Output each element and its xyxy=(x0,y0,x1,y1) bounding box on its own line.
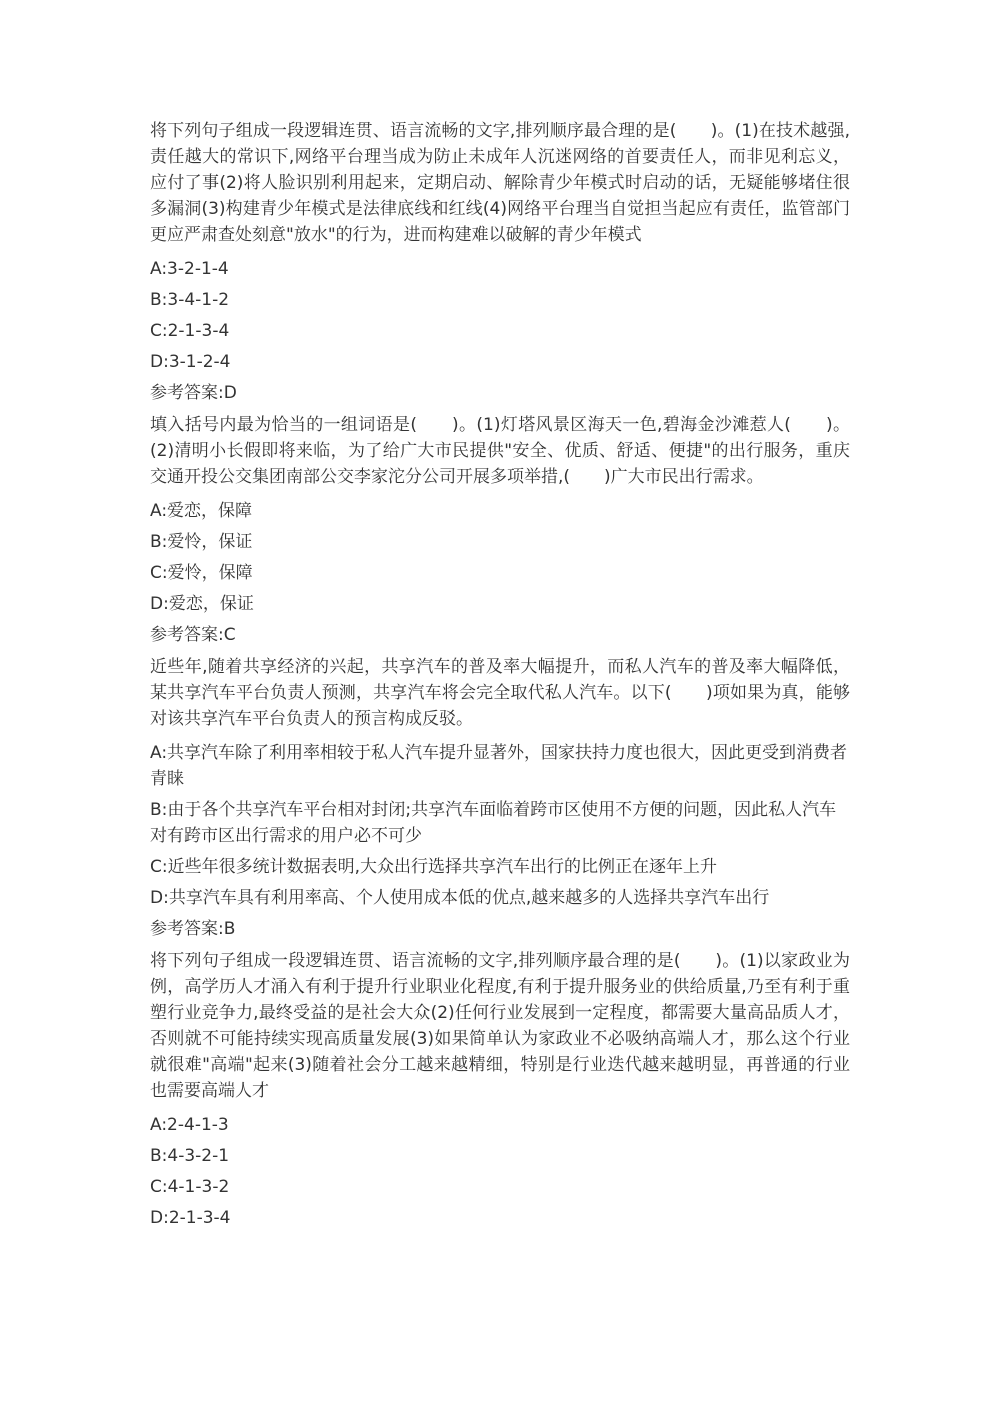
option-b: B:爱怜，保证 xyxy=(150,532,253,552)
reference-answer: 参考答案:C xyxy=(150,625,236,645)
option-d: D:共享汽车具有利用率高、个人使用成本低的优点,越来越多的人选择共享汽车出行 xyxy=(150,888,770,908)
option-c: C:2-1-3-4 xyxy=(150,321,230,341)
option-b: B:4-3-2-1 xyxy=(150,1146,230,1166)
option-d: D:2-1-3-4 xyxy=(150,1208,231,1228)
question-4 xyxy=(150,948,850,1231)
option-c: C:爱怜，保障 xyxy=(150,563,253,583)
option-c: C:近些年很多统计数据表明,大众出行选择共享汽车出行的比例正在逐年上升 xyxy=(150,857,717,877)
option-d: D:3-1-2-4 xyxy=(150,352,231,372)
question-stem: 将下列句子组成一段逻辑连贯、语言流畅的文字,排列顺序最合理的是( )。(1)以家政业为例，高学历人才涌入有利于提升行业职业化程度,有利于提升服务业的供给质量,乃至有利于重塑行业竞争力,最终受益的是社会大众(2)任何行业发展到一定程度，都需要大量高品质人才，否则就不可能持续实现高质量发展(3)如果简单认为家政业不必吸纳高端人才，那么这个行业就很难"高端"起来(3)随着社会分工越来越精细，特别是行业迭代越来越明显，再普通的行业也需要高端人才 xyxy=(150,951,850,1101)
question-stem: 近些年,随着共享经济的兴起，共享汽车的普及率大幅提升，而私人汽车的普及率大幅降低，某共享汽车平台负责人预测，共享汽车将会完全取代私人汽车。以下( )项如果为真，能够对该共享汽车平台负责人的预言构成反驳。 xyxy=(150,657,850,729)
reference-answer: 参考答案:D xyxy=(150,383,237,403)
option-b: B:由于各个共享汽车平台相对封闭;共享汽车面临着跨市区使用不方便的问题，因此私人汽车对有跨市区出行需求的用户必不可少 xyxy=(150,800,837,846)
option-c: C:4-1-3-2 xyxy=(150,1177,230,1197)
question-3 xyxy=(150,654,850,942)
option-b: B:3-4-1-2 xyxy=(150,290,230,310)
question-stem: 将下列句子组成一段逻辑连贯、语言流畅的文字,排列顺序最合理的是( )。(1)在技术越强,责任越大的常识下,网络平台理当成为防止未成年人沉迷网络的首要责任人，而非见利忘义，应付了事(2)将人脸识别利用起来，定期启动、解除青少年模式时启动的话，无疑能够堵住很多漏洞(3)构建青少年模式是法律底线和红线(4)网络平台理当自觉担当起应有责任，监管部门更应严肃查处刻意"放水"的行为，进而构建难以破解的青少年模式 xyxy=(150,121,850,245)
question-1 xyxy=(150,118,850,406)
option-a: A:爱恋，保障 xyxy=(150,501,253,521)
question-2 xyxy=(150,412,850,648)
option-a: A:3-2-1-4 xyxy=(150,259,229,279)
option-d: D:爱恋，保证 xyxy=(150,594,254,614)
reference-answer: 参考答案:B xyxy=(150,919,236,939)
option-a: A:共享汽车除了利用率相较于私人汽车提升显著外，国家扶持力度也很大，因此更受到消费者青睐 xyxy=(150,743,848,789)
document-page xyxy=(150,118,850,1236)
option-a: A:2-4-1-3 xyxy=(150,1115,229,1135)
question-stem: 填入括号内最为恰当的一组词语是( )。(1)灯塔风景区海天一色,碧海金沙滩惹人( )。(2)清明小长假即将来临，为了给广大市民提供"安全、优质、舒适、便捷"的出行服务，重庆交通开投公交集团南部公交李家沱分公司开展多项举措,( )广大市民出行需求。 xyxy=(150,415,850,487)
